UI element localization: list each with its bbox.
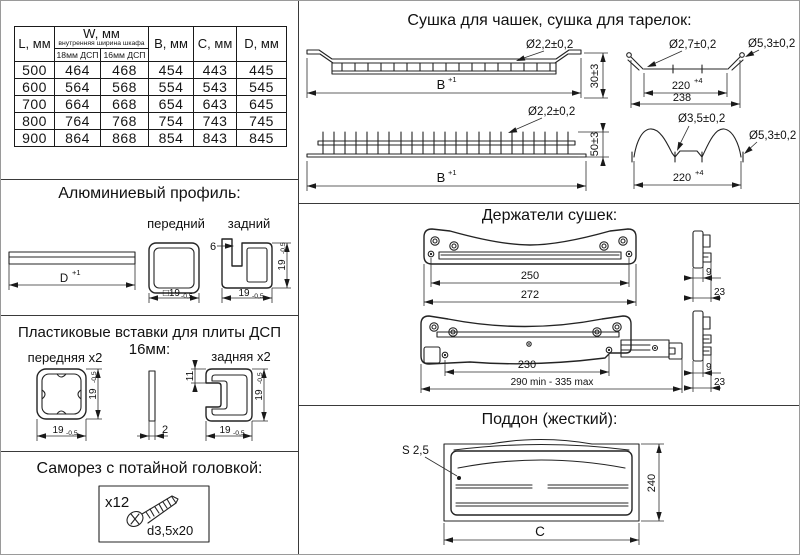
dim-tol: -0,5 — [91, 371, 98, 383]
size-table — [14, 26, 287, 147]
table-row: 700 664 668 654 643 645 — [15, 96, 287, 113]
screw-count: x12 — [105, 494, 130, 511]
dim-label: 250 — [520, 270, 540, 282]
col-w18: 18мм ДСП — [55, 49, 101, 62]
holders-drawing — [298, 201, 800, 405]
dim-tol: -0,5 — [233, 430, 245, 437]
dim-label: 2 — [161, 424, 169, 436]
dryers-drawing — [298, 1, 800, 203]
cup-dryer-cross-section — [627, 38, 796, 108]
plate-dryer-side-view — [307, 106, 609, 191]
dim-label: 9 — [706, 362, 712, 373]
screw-section-title: Саморез с потайной головкой: — [36, 460, 263, 477]
dim-label: 6 — [209, 241, 217, 253]
dim-label: B — [436, 170, 446, 185]
dia-callout: Ø3,5±0,2 — [678, 113, 726, 125]
dim-tol: -0,5 — [257, 372, 264, 384]
dim-label: 230 — [517, 359, 537, 371]
table-row: 500 464 468 454 443 445 — [15, 62, 287, 79]
dim-label: 238 — [672, 92, 692, 104]
col-w-subtitle: внутренняя ширина шкафа — [58, 39, 145, 47]
dim-label: 19 — [88, 388, 99, 400]
holders-section-title: Держатели сушек: — [481, 207, 618, 224]
holder1-front-view — [424, 229, 636, 306]
profile-bar — [9, 252, 135, 290]
tray-top-view — [402, 440, 664, 546]
dim-label: B — [436, 77, 446, 92]
table-header-row — [15, 27, 287, 49]
dim-label: 19 — [254, 389, 265, 401]
dim-label: 220 — [672, 172, 692, 184]
dim-sup: +4 — [695, 168, 704, 177]
profile-back-label: задний — [227, 216, 271, 231]
dim-label: □19 — [162, 288, 180, 299]
col-b: B, мм — [149, 27, 194, 62]
dim-label: C — [535, 524, 545, 539]
dim-label: 23 — [714, 377, 726, 388]
dia-callout: Ø5,3±0,2 — [748, 38, 796, 50]
table-row: 800 764 768 754 743 745 — [15, 113, 287, 130]
dim-tol: -0,5 — [252, 293, 264, 300]
col-w — [55, 27, 149, 49]
dim-tol: -0,5 — [181, 293, 193, 300]
profile-back — [210, 239, 291, 303]
profile-section-title: Алюминиевый профиль: — [58, 185, 241, 202]
dryer-section-title: Сушка для чашек, сушка для тарелок: — [407, 12, 692, 29]
holder1-side-view — [684, 231, 726, 302]
plate-dryer-cross-section — [632, 113, 796, 189]
dim-sup: +1 — [72, 268, 81, 277]
dim-sup: +1 — [448, 168, 457, 177]
dim-label: 19 — [238, 288, 250, 299]
dim-label: 220 — [671, 80, 691, 92]
dim-label: 30±3 — [589, 63, 601, 89]
profile-front — [149, 243, 199, 303]
dim-label: 19 — [277, 259, 288, 271]
inserts-section-title: Пластиковые вставки для плиты ДСП 16мм: — [17, 324, 282, 358]
holder2-front-view — [421, 316, 682, 393]
col-c: C, мм — [194, 27, 237, 62]
dim-label: 19 — [52, 425, 64, 436]
dim-label: 23 — [714, 287, 726, 298]
dia-callout: Ø2,2±0,2 — [526, 39, 574, 51]
dim-sup: +1 — [448, 75, 457, 84]
screw-size: d3,5x20 — [147, 523, 194, 538]
inserts-drawing — [1, 309, 298, 453]
insert-back — [185, 360, 268, 441]
dia-callout: Ø2,2±0,2 — [528, 106, 576, 118]
insert-side — [137, 371, 168, 440]
dim-label: 290 min - 335 max — [510, 377, 594, 388]
cup-dryer-side-view — [307, 39, 608, 98]
dim-label: 240 — [646, 473, 658, 493]
profile-drawing — [1, 177, 298, 309]
dim-label: 9 — [706, 267, 712, 278]
dim-tol: -0,5 — [66, 430, 78, 437]
table-row: 900 864 868 854 843 845 — [15, 130, 287, 147]
inserts-front-label: передняя x2 — [27, 350, 103, 365]
dim-sup: +4 — [694, 76, 703, 85]
col-l: L, мм — [15, 27, 55, 62]
table-row: 600 564 568 554 543 545 — [15, 79, 287, 96]
col-d: D, мм — [237, 27, 287, 62]
tray-section-title: Поддон (жесткий): — [481, 411, 618, 428]
dia-callout: Ø5,3±0,2 — [749, 130, 797, 142]
col-w-title: W, мм — [83, 26, 120, 42]
thickness-label: S 2,5 — [402, 445, 429, 457]
dim-label: 50±3 — [589, 131, 601, 157]
inserts-back-label: задняя x2 — [211, 349, 271, 364]
dia-callout: Ø2,7±0,2 — [669, 39, 717, 51]
dim-label: 19 — [219, 425, 231, 436]
screw-drawing — [1, 453, 298, 555]
dim-tol: -0,5 — [280, 242, 287, 254]
dim-label: 11 — [185, 370, 196, 382]
dim-label: D — [59, 273, 69, 285]
insert-front — [37, 369, 102, 441]
col-w16: 16мм ДСП — [101, 49, 149, 62]
dim-label: 272 — [520, 289, 540, 301]
holder2-side-view — [684, 311, 726, 392]
tray-drawing — [298, 405, 800, 555]
profile-front-label: передний — [147, 216, 205, 231]
